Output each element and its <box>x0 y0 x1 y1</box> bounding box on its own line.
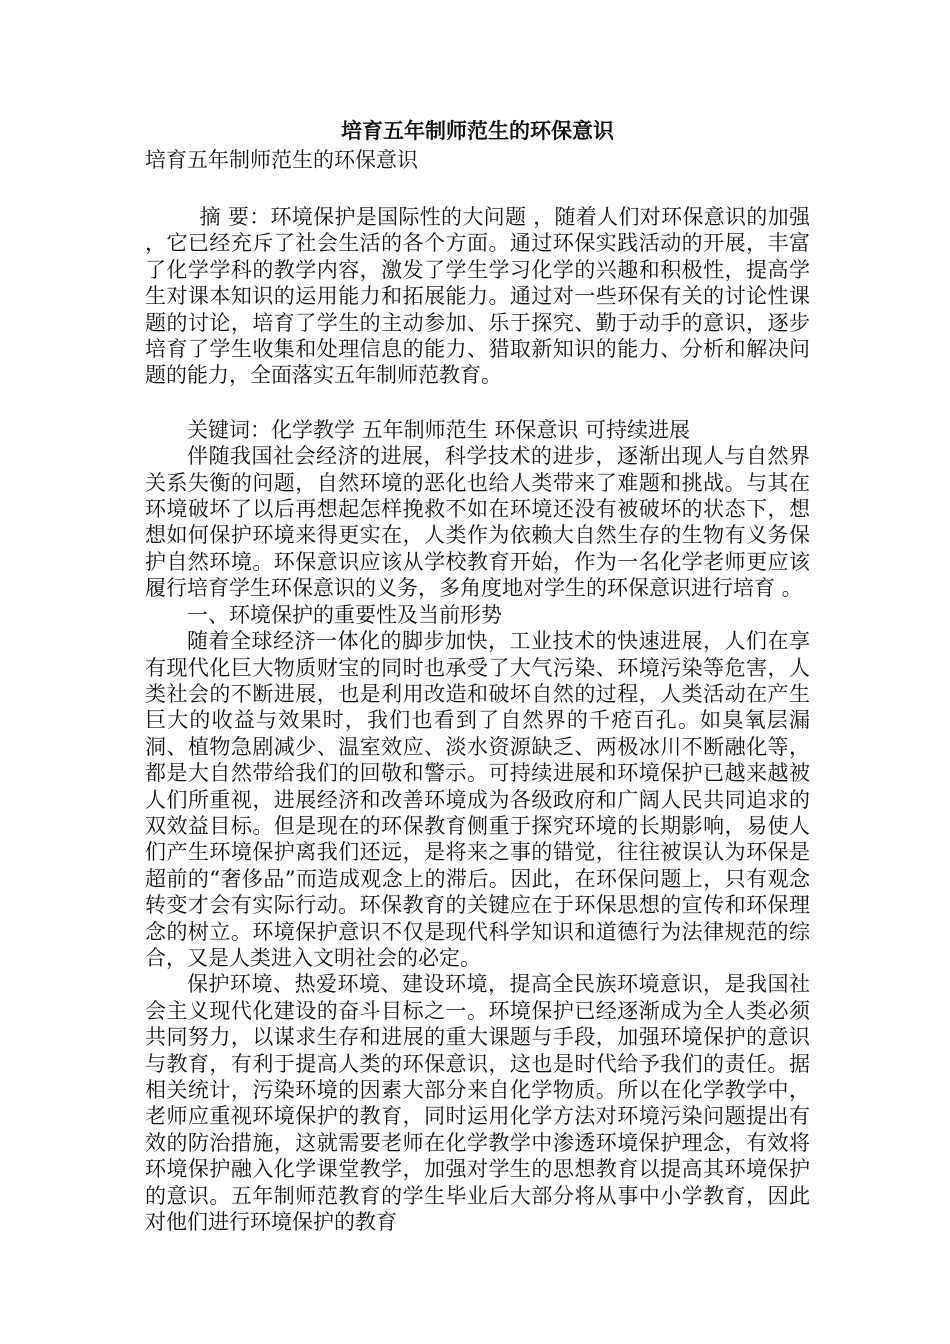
abstract-paragraph: 摘 要：环境保护是国际性的大问题 ，随着人们对环保意识的加强 ，它已经充斥了社会生活的各个方面。通过环保实践活动的开展，丰富了化学学科的教学内容，激发了学生学习化学的兴趣和积极性，提高学生对课本知识的运用能力和拓展能力。通过对一些环保有关的讨论性课题的讨论，培育了学生的主动参加、乐于探究、勤于动手的意识，逐步培育了学生收集和处理信息的能力、猎取新知识的能力、分析和解决问题的能力，全面落实五年制师范教育。 <box>145 205 810 388</box>
intro-paragraph: 伴随我国社会经济的进展，科学技术的进步，逐渐出现人与自然界关系失衡的问题，自然环境的恶化也给人类带来了难题和挑战。与其在环境破坏了以后再想起怎样挽救不如在环境还没有被破坏的状态下，想想如何保护环境来得更实在，人类作为依赖大自然生存的生物有义务保护自然环境。环保意识应该从学校教育开始，作为一名化学老师更应该履行培育学生环保意识的义务，多角度地对学生的环保意识进行培育 。 <box>145 444 810 601</box>
document-subtitle: 培育五年制师范生的环保意识 <box>145 148 418 172</box>
blank-line <box>145 174 810 204</box>
document-page <box>145 118 810 1235</box>
section-heading: 一、环境保护的重要性及当前形势 <box>187 602 502 627</box>
body-paragraph: 保护环境、热爱环境、建设环境，提高全民族环境意识，是我国社会主义现代化建设的奋斗目标之一。环境保护已经逐渐成为全人类必须共同努力，以谋求生存和进展的重大课题与手段，加强环境保护的意识与教育，有利于提高人类的环保意识，这也是时代给予我们的责任。据相关统计，污染环境的因素大部分来自化学物质。所以在化学教学中，老师应重视环境保护的教育，同时运用化学方法对环境污染问题提出有效的防治措施，这就需要老师在化学教学中渗透环境保护理念，有效将环境保护融入化学课堂教学，加强对学生的思想教育以提高其环境保护的意识。五年制师范教育的学生毕业后大部分将从事中小学教育，因此对他们进行环境保护的教育 <box>145 972 810 1235</box>
document-title: 培育五年制师范生的环保意识 <box>341 118 614 143</box>
body-paragraph: 随着全球经济一体化的脚步加快，工业技术的快速进展，人们在享有现代化巨大物质财宝的同时也承受了大气污染、环境污染等危害，人类社会的不断进展，也是利用改造和破坏自然的过程，人类活动在产生巨大的收益与效果时，我们也看到了自然界的千疮百孔。如臭氧层漏洞、植物急剧减少、温室效应、淡水资源缺乏、两极冰川不断融化等，都是大自然带给我们的回敬和警示。可持续进展和环境保护已越来越被人们所重视，进展经济和改善环境成为各级政府和广阔人民共同追求的双效益目标。但是现在的环保教育侧重于探究环境的长期影响，易使人们产生环境保护离我们还远，是将来之事的错觉，往往被误认为环保是超前的“奢侈品”而造成观念上的滞后。因此，在环保问题上，只有观念转变才会有实际行动。环保教育的关键应在于环保思想的宣传和环保理念的树立。环境保护意识不仅是现代科学知识和道德行为法律规范的综合，又是人类进入文明社会的必定。 <box>145 629 810 970</box>
keywords-line: 关键词：化学教学 五年制师范生 环保意识 可持续进展 <box>187 417 691 442</box>
